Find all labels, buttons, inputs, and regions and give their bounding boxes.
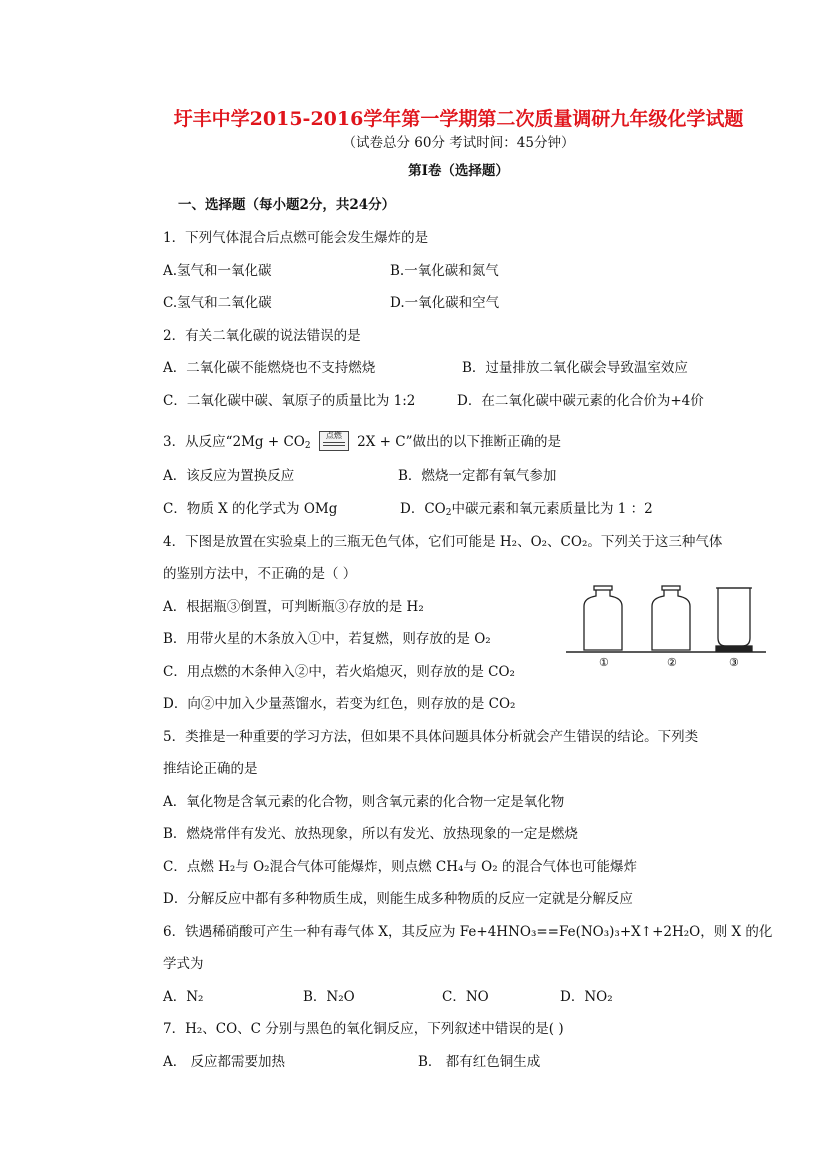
q2-option-d: D．在二氧化碳中碳元素的化合价为+4价 <box>457 393 704 409</box>
q5-stem-line2: 推结论正确的是 <box>163 761 258 777</box>
q5-option-c: C．点燃 H₂与 O₂混合气体可能爆炸，则点燃 CH₄与 O₂ 的混合气体也可能爆炸 <box>163 859 637 875</box>
q4-option-d: D．向②中加入少量蒸馏水，若变为红色，则存放的是 CO₂ <box>163 696 516 712</box>
q1-option-d: D.一氧化碳和空气 <box>390 295 500 311</box>
q3-stem-subscript: 2 <box>304 441 311 451</box>
q7-option-b: B． 都有红色铜生成 <box>418 1054 541 1070</box>
q3-option-d-suffix: 中碳元素和氧元素质量比为 1 ：2 <box>451 501 653 517</box>
q3-option-a: A．该反应为置换反应 <box>163 468 295 484</box>
part-heading: 一、选择题（每小题2分，共24分） <box>178 197 396 213</box>
q6-stem-line1: 6．铁遇稀硝酸可产生一种有毒气体 X，其反应为 Fe+4HNO₃==Fe(NO₃)₃+X↑+2H₂O，则 X 的化 <box>163 924 773 940</box>
q1-option-b: B.一氧化碳和氮气 <box>390 263 499 279</box>
q3-stem <box>163 431 561 451</box>
q6-stem-line2: 学式为 <box>163 956 204 972</box>
reaction-condition-box <box>319 431 349 451</box>
q3-option-c: C．物质 X 的化学式为 OMg <box>163 501 338 517</box>
q1-option-c: C.氢气和二氧化碳 <box>163 295 272 311</box>
bottle-3-label: ③ <box>729 656 739 669</box>
bottle-2-label: ② <box>667 656 677 669</box>
gas-bottles-svg <box>566 582 766 672</box>
q3-stem-prefix: 3．从反应“2Mg + CO <box>163 434 305 450</box>
exam-subtitle: （试卷总分 60分 考试时间：45分钟） <box>342 135 575 151</box>
q4-option-b: B．用带火星的木条放入①中，若复燃，则存放的是 O₂ <box>163 631 491 647</box>
q3-option-d-subscript: 2 <box>445 508 452 518</box>
q4-option-a: A．根据瓶③倒置，可判断瓶③存放的是 H₂ <box>163 599 424 615</box>
q6-option-d: D．NO₂ <box>560 989 613 1005</box>
gas-bottles-figure <box>566 582 766 672</box>
bottle-2-icon <box>652 586 690 650</box>
q5-option-b: B．燃烧常伴有发光、放热现象，所以有发光、放热现象的一定是燃烧 <box>163 826 578 842</box>
q2-option-b: B．过量排放二氧化碳会导致温室效应 <box>462 360 688 376</box>
q1-stem: 1．下列气体混合后点燃可能会发生爆炸的是 <box>163 230 429 246</box>
reaction-condition-text: 点燃 <box>325 431 342 440</box>
q2-option-c: C．二氧化碳中碳、氧原子的质量比为 1:2 <box>163 393 416 409</box>
q3-option-d <box>400 500 653 518</box>
q6-option-b: B．N₂O <box>303 989 355 1005</box>
q4-option-c: C．用点燃的木条伸入②中，若火焰熄灭，则存放的是 CO₂ <box>163 664 515 680</box>
bottle-1-label: ① <box>599 656 609 669</box>
q6-option-c: C．NO <box>442 989 489 1005</box>
q3-option-b: B．燃烧一定都有氧气参加 <box>398 468 557 484</box>
q4-stem-line1: 4．下图是放置在实验桌上的三瓶无色气体，它们可能是 H₂、O₂、CO₂。下列关于这三种气体 <box>163 534 723 550</box>
exam-title: 圩丰中学2015-2016学年第一学期第二次质量调研九年级化学试题 <box>173 108 744 130</box>
section-title: 第Ⅰ卷（选择题） <box>408 163 509 179</box>
q2-stem: 2．有关二氧化碳的说法错误的是 <box>163 328 361 344</box>
q7-option-a: A． 反应都需要加热 <box>163 1054 286 1070</box>
q1-option-a: A.氢气和一氧化碳 <box>163 263 272 279</box>
q5-option-d: D．分解反应中都有多种物质生成，则能生成多种物质的反应一定就是分解反应 <box>163 891 633 907</box>
q2-option-a: A．二氧化碳不能燃烧也不支持燃烧 <box>163 360 376 376</box>
q3-stem-suffix: 2X + C”做出的以下推断正确的是 <box>357 434 561 450</box>
q3-option-d-prefix: D．CO <box>400 501 446 517</box>
bottle-3-inverted-icon <box>716 588 752 651</box>
bottle-1-icon <box>584 586 622 650</box>
q7-stem: 7．H₂、CO、C 分别与黑色的氧化铜反应，下列叙述中错误的是( ) <box>163 1021 564 1037</box>
q6-option-a: A．N₂ <box>163 989 204 1005</box>
q4-stem-line2: 的鉴别方法中，不正确的是（ ） <box>163 566 357 582</box>
q5-stem-line1: 5．类推是一种重要的学习方法，但如果不具体问题具体分析就会产生错误的结论。下列类 <box>163 729 699 745</box>
q5-option-a: A．氧化物是含氧元素的化合物，则含氧元素的化合物一定是氧化物 <box>163 794 565 810</box>
